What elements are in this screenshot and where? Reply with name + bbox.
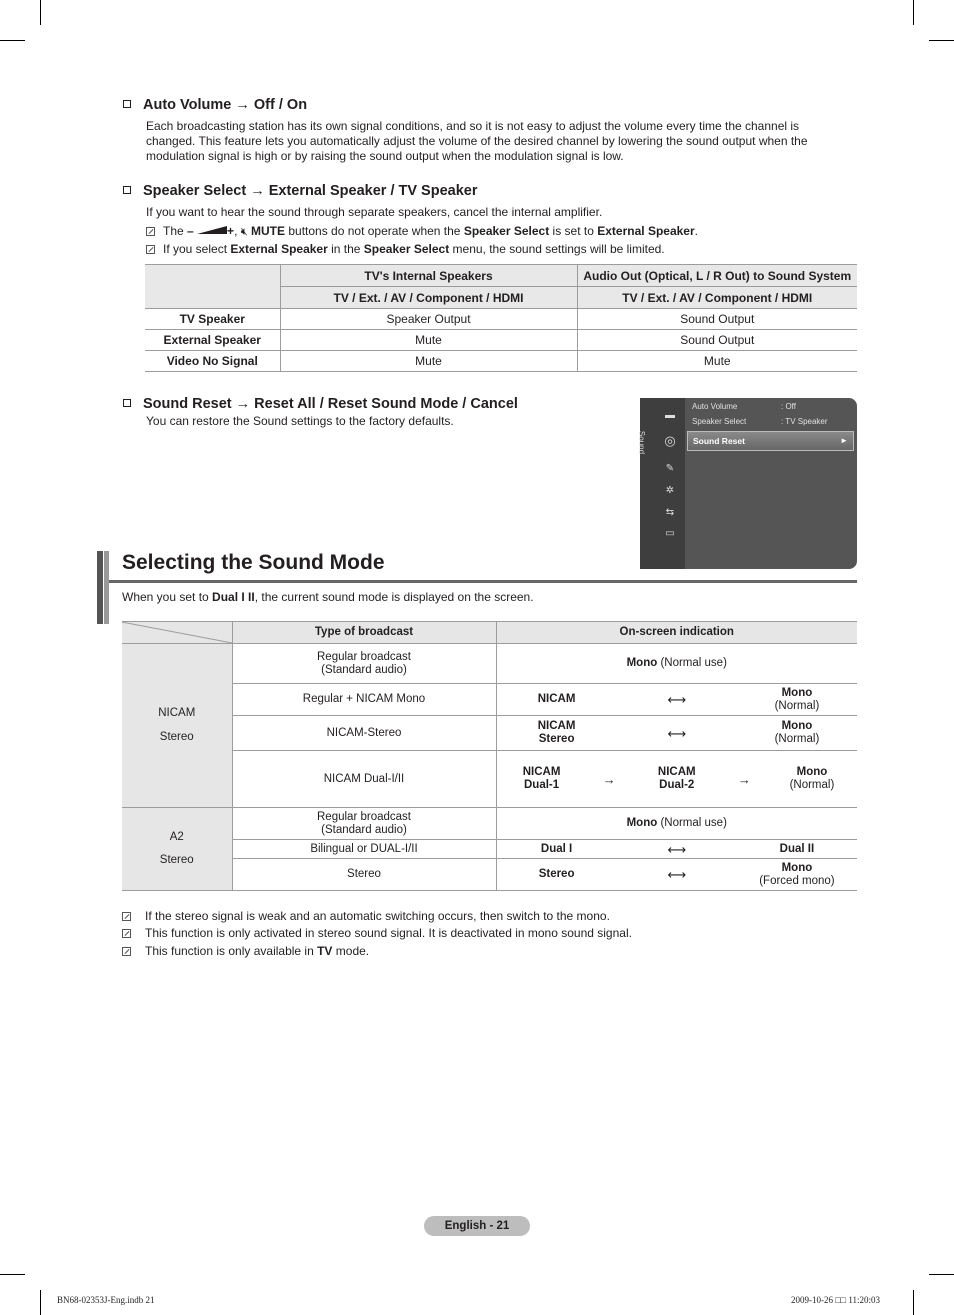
volume-minus-label: – — [187, 224, 194, 238]
broadcast-type-cell: NICAM Dual-I/II — [232, 751, 496, 808]
print-date-label: 2009-10-26 □□ 11:20:03 — [791, 1295, 881, 1305]
type-line: Regular broadcast — [317, 810, 411, 823]
sound-reset-title: Sound Reset → Reset All / Reset Sound Mode / Cancel — [143, 396, 518, 412]
note-text: . — [694, 224, 698, 238]
diagonal-line — [122, 622, 232, 643]
note-text: If the stereo signal is weak and an automatic switching occurs, then switch to the mono. — [145, 909, 610, 923]
osd-item-label: Auto Volume — [692, 402, 738, 411]
checkbox-bullet-icon — [123, 186, 131, 194]
note-bold: External Speaker — [597, 224, 695, 238]
osd-mode-line: NICAM — [657, 766, 696, 778]
speaker-cell: Mute — [280, 351, 577, 372]
osd-mode — [497, 720, 617, 746]
sound-mode-note-1 — [122, 909, 610, 924]
note-icon — [122, 929, 131, 938]
osd-mode-line: NICAM — [537, 720, 576, 732]
speaker-table-header: Audio Out (Optical, L / R Out) to Sound System — [577, 265, 857, 287]
note-icon — [122, 912, 131, 921]
note-icon — [146, 227, 155, 236]
osd-sidebar-label: Sound — [637, 430, 647, 455]
sound-mode-note-2 — [122, 926, 632, 941]
osd-indication-cell — [496, 716, 857, 751]
checkbox-bullet-icon — [123, 100, 131, 108]
note-text: This function is only activated in stereo sound signal. It is deactivated in mono sound signal. — [145, 926, 632, 940]
mute-speaker-icon: 🔇︎ — [240, 226, 248, 238]
osd-text: (Normal use) — [657, 657, 727, 669]
group-label: NICAM — [158, 707, 196, 719]
speaker-row-label: TV Speaker — [145, 309, 280, 330]
broadcast-type-cell — [232, 644, 496, 684]
speaker-select-heading — [123, 183, 477, 199]
note-bold: TV — [317, 944, 333, 958]
osd-mode-sub: (Normal) — [774, 699, 820, 712]
type-line: (Standard audio) — [321, 663, 407, 676]
note-text: buttons do not operate when the — [285, 224, 464, 238]
osd-item-label: Speaker Select — [692, 417, 747, 426]
auto-volume-body-line: changed. This feature lets you automatically adjust the volume of the desired channel by lowering the sound output when the — [146, 134, 808, 148]
speaker-cell: Sound Output — [577, 309, 857, 330]
broadcast-table-header: Type of broadcast — [232, 622, 496, 644]
auto-volume-title: Auto Volume → Off / On — [143, 97, 308, 113]
speaker-cell: Speaker Output — [280, 309, 577, 330]
input-icon[interactable]: ⇆ — [665, 507, 675, 518]
table-row — [122, 808, 857, 840]
osd-sidebar — [637, 398, 685, 569]
osd-mode-line: Dual-2 — [659, 779, 695, 791]
osd-mode-sub: (Normal) — [789, 779, 835, 791]
double-arrow-icon: ⟷ — [667, 841, 687, 857]
channel-icon[interactable]: ✎ — [665, 463, 675, 474]
speaker-table-corner — [145, 265, 280, 309]
note-bold: Speaker Select — [363, 242, 450, 256]
osd-mode: Dual I — [540, 842, 573, 855]
osd-indication-cell — [496, 684, 857, 716]
double-arrow-icon: ⟷ — [667, 867, 687, 882]
sound-reset-heading — [123, 396, 518, 412]
table-row — [122, 644, 857, 684]
volume-bar-icon — [197, 226, 227, 235]
table-row — [145, 330, 857, 351]
note-icon — [146, 245, 155, 254]
osd-mode — [497, 766, 587, 792]
note-bold: Speaker Select — [463, 224, 550, 238]
osd-mode — [737, 687, 857, 713]
print-file-label: BN68-02353J-Eng.indb 21 — [57, 1295, 155, 1305]
osd-mode-bold: Mono — [796, 766, 828, 778]
osd-mode-sub: (Forced mono) — [759, 874, 835, 887]
note-text: If you select — [163, 242, 231, 256]
broadcast-type-cell: Stereo — [232, 859, 496, 891]
note-text: This function is only available in — [145, 944, 318, 958]
osd-indication-cell — [496, 644, 857, 684]
group-label: Stereo — [159, 854, 194, 866]
broadcast-type-cell: Bilingual or DUAL-I/II — [232, 840, 496, 859]
osd-mode-line: Stereo — [538, 733, 575, 745]
table-row — [122, 751, 857, 808]
osd-indication-cell — [496, 808, 857, 840]
note-bold: MUTE — [251, 224, 286, 238]
osd-indication-cell — [496, 840, 857, 859]
speaker-cell: Mute — [577, 351, 857, 372]
auto-volume-heading — [123, 97, 307, 113]
speaker-cell: Mute — [280, 330, 577, 351]
osd-menu-screenshot — [637, 398, 857, 569]
osd-mode-line: Dual-1 — [523, 779, 560, 791]
osd-bold: Mono — [626, 657, 658, 669]
page-number-badge: English - 21 — [424, 1216, 530, 1236]
group-a2 — [122, 808, 232, 891]
note-bold: External Speaker — [230, 242, 328, 256]
speaker-note-2 — [146, 242, 665, 257]
crop-mark — [929, 1274, 954, 1275]
arrow-right-icon: → — [737, 771, 751, 787]
intro-text: When you set to — [122, 590, 213, 604]
sound-icon[interactable]: ◎ — [664, 433, 676, 448]
osd-indication-cell — [496, 751, 857, 808]
speaker-table-subheader: TV / Ext. / AV / Component / HDMI — [280, 287, 577, 309]
osd-menu-item[interactable] — [692, 417, 746, 426]
osd-menu-item[interactable] — [692, 402, 737, 411]
table-row — [122, 684, 857, 716]
osd-item-value: : Off — [781, 402, 796, 411]
osd-bold: Mono — [626, 817, 658, 829]
osd-mode: Dual II — [779, 842, 815, 855]
osd-mode — [767, 766, 857, 792]
speaker-row-label: External Speaker — [145, 330, 280, 351]
volume-plus-label: + — [227, 224, 235, 238]
broadcast-table — [122, 621, 857, 891]
broadcast-type-cell: NICAM-Stereo — [232, 716, 496, 751]
broadcast-table-corner — [122, 622, 232, 644]
speaker-select-title: Speaker Select → External Speaker / TV Speaker — [143, 183, 478, 199]
group-nicam — [122, 644, 232, 808]
osd-mode: Stereo — [538, 868, 575, 880]
checkbox-bullet-icon — [123, 399, 131, 407]
osd-mode — [737, 720, 857, 746]
osd-text: (Normal use) — [657, 817, 727, 829]
speaker-table-header: TV's Internal Speakers — [280, 265, 577, 287]
osd-mode — [632, 766, 722, 792]
auto-volume-body-line: Each broadcasting station has its own signal conditions, and so it is not easy to adjust the volume every time the channel is — [146, 119, 800, 133]
note-icon — [122, 947, 131, 956]
osd-mode: NICAM — [537, 693, 576, 705]
speaker-select-body: If you want to hear the sound through separate speakers, cancel the internal amplifier. — [146, 205, 603, 219]
osd-selected-item[interactable] — [687, 431, 854, 451]
osd-mode — [737, 862, 857, 888]
broadcast-table-header: On-screen indication — [496, 622, 857, 644]
speaker-note-1 — [146, 224, 698, 240]
intro-bold: Dual I II — [212, 590, 255, 604]
type-line: Regular broadcast — [317, 650, 411, 663]
type-line: (Standard audio) — [321, 823, 407, 836]
osd-mode-bold: Mono — [781, 861, 813, 874]
osd-mode-bold: Mono — [781, 686, 813, 699]
note-text: mode. — [332, 944, 370, 958]
osd-mode-bold: Mono — [781, 720, 813, 732]
heading-divider — [109, 580, 857, 583]
note-text: is set to — [549, 224, 598, 238]
table-row — [145, 351, 857, 372]
arrow-right-icon: ► — [840, 436, 848, 445]
sound-reset-body: You can restore the Sound settings to the factory defaults. — [146, 414, 454, 428]
broadcast-type-cell — [232, 808, 496, 840]
crop-mark — [40, 0, 41, 25]
double-arrow-icon: ⟷ — [667, 692, 687, 707]
note-text: , — [234, 224, 241, 238]
group-label: A2 — [169, 831, 184, 843]
note-text: The — [163, 224, 188, 238]
speaker-cell: Sound Output — [577, 330, 857, 351]
arrow-right-icon: → — [602, 771, 616, 787]
note-text: in the — [327, 242, 364, 256]
double-arrow-icon: ⟷ — [667, 725, 687, 741]
picture-icon: ▬ — [665, 410, 675, 421]
note-text: menu, the sound settings will be limited. — [449, 242, 665, 256]
crop-mark — [929, 40, 954, 41]
speaker-row-label: Video No Signal — [145, 351, 280, 372]
crop-mark — [913, 0, 914, 25]
page-title: Selecting the Sound Mode — [122, 551, 385, 574]
crop-mark — [40, 1290, 41, 1315]
group-label: Stereo — [159, 731, 194, 743]
sound-mode-intro — [122, 590, 534, 605]
table-row — [145, 309, 857, 330]
osd-mode-line: NICAM — [522, 766, 561, 778]
auto-volume-body — [146, 119, 808, 164]
speaker-table-subheader: TV / Ext. / AV / Component / HDMI — [577, 287, 857, 309]
table-row — [122, 840, 857, 859]
heading-side-bar — [97, 551, 103, 624]
sound-mode-note-3 — [122, 944, 369, 959]
table-row — [122, 859, 857, 891]
crop-mark — [913, 1290, 914, 1315]
table-row — [122, 716, 857, 751]
crop-mark — [0, 1274, 25, 1275]
osd-item-value: : TV Speaker — [781, 417, 828, 426]
support-icon[interactable]: ▭ — [665, 528, 675, 539]
setup-gear-icon[interactable]: ✲ — [665, 485, 675, 496]
osd-mode-sub: (Normal) — [774, 733, 820, 745]
osd-selected-label: Sound Reset — [693, 436, 745, 446]
heading-side-bar — [104, 551, 109, 624]
crop-mark — [0, 40, 25, 41]
auto-volume-body-line: modulation signal is high or by raising the sound output when the modulation signal is low. — [146, 149, 624, 163]
osd-indication-cell — [496, 859, 857, 891]
speaker-table — [145, 264, 857, 372]
intro-text: , the current sound mode is displayed on the screen. — [254, 590, 534, 604]
broadcast-type-cell: Regular + NICAM Mono — [232, 684, 496, 716]
